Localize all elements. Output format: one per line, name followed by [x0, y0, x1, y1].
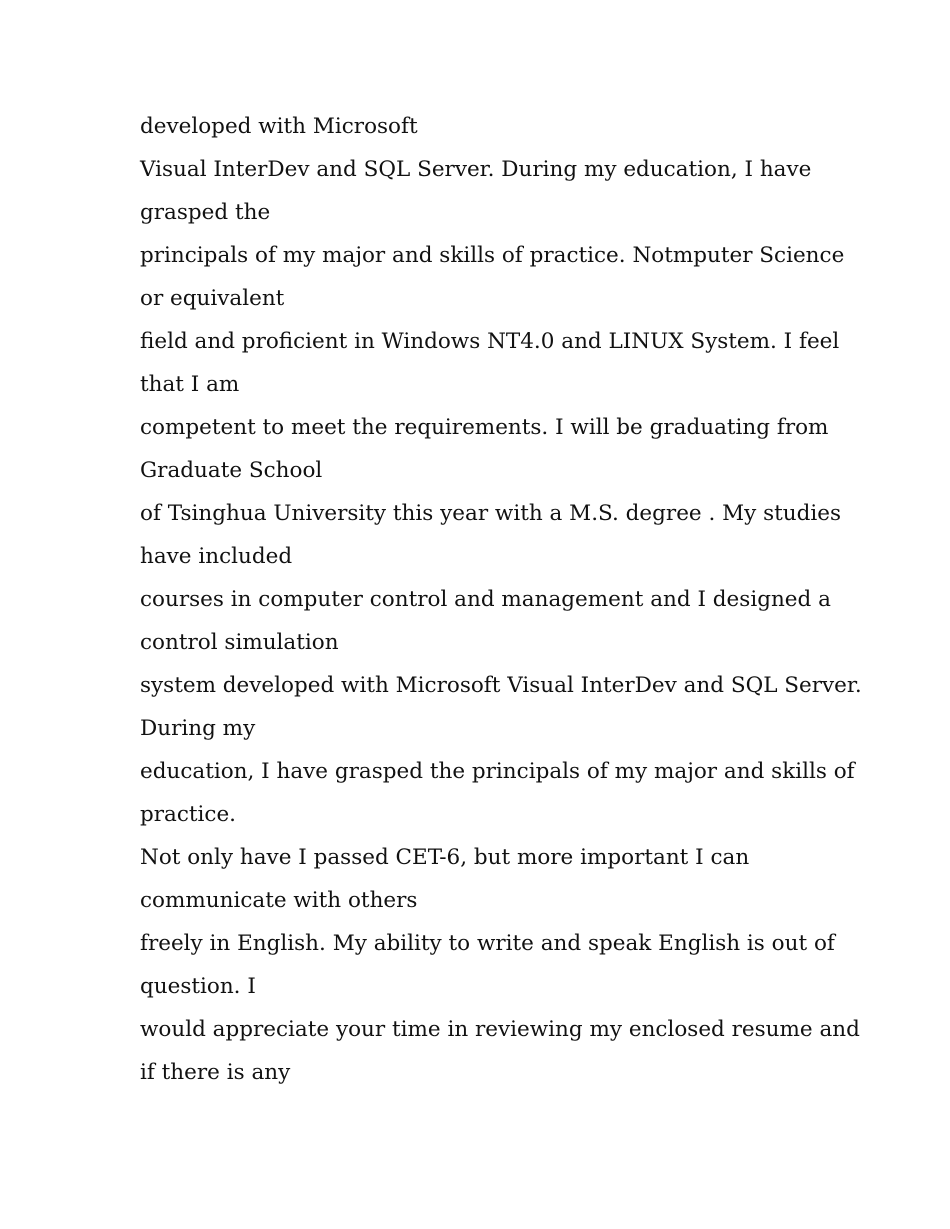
text-line: would appreciate your time in reviewing my enclosed resume and — [140, 1017, 860, 1042]
text-line: courses in computer control and management and I designed a — [140, 587, 831, 612]
text-line: principals of my major and skills of practice. Notmputer Science — [140, 243, 845, 268]
text-line: or equivalent — [140, 286, 285, 311]
text-line: Visual InterDev and SQL Server. During my education, I have — [140, 157, 812, 182]
text-line: developed with Microsoft — [140, 114, 418, 139]
text-line: field and proficient in Windows NT4.0 and LINUX System. I feel — [140, 329, 840, 354]
text-line: if there is any — [140, 1060, 291, 1085]
text-line: Graduate School — [140, 458, 323, 483]
text-line: of Tsinghua University this year with a M.S. degree . My studies — [140, 501, 842, 526]
text-line: question. I — [140, 974, 256, 999]
text-line: During my — [140, 716, 256, 741]
text-line: control simulation — [140, 630, 339, 655]
text-line: practice. — [140, 802, 237, 827]
text-line: system developed with Microsoft Visual InterDev and SQL Server. — [140, 673, 862, 698]
text-line: communicate with others — [140, 888, 418, 913]
text-line: Not only have I passed CET-6, but more important I can — [140, 845, 750, 870]
text-line: competent to meet the requirements. I will be graduating from — [140, 415, 829, 440]
text-line: grasped the — [140, 200, 271, 225]
text-line: that I am — [140, 372, 240, 397]
text-line: have included — [140, 544, 293, 569]
text-line: education, I have grasped the principals of my major and skills of — [140, 759, 855, 784]
body-text — [140, 105, 862, 1094]
text-line: freely in English. My ability to write and speak English is out of — [140, 931, 835, 956]
